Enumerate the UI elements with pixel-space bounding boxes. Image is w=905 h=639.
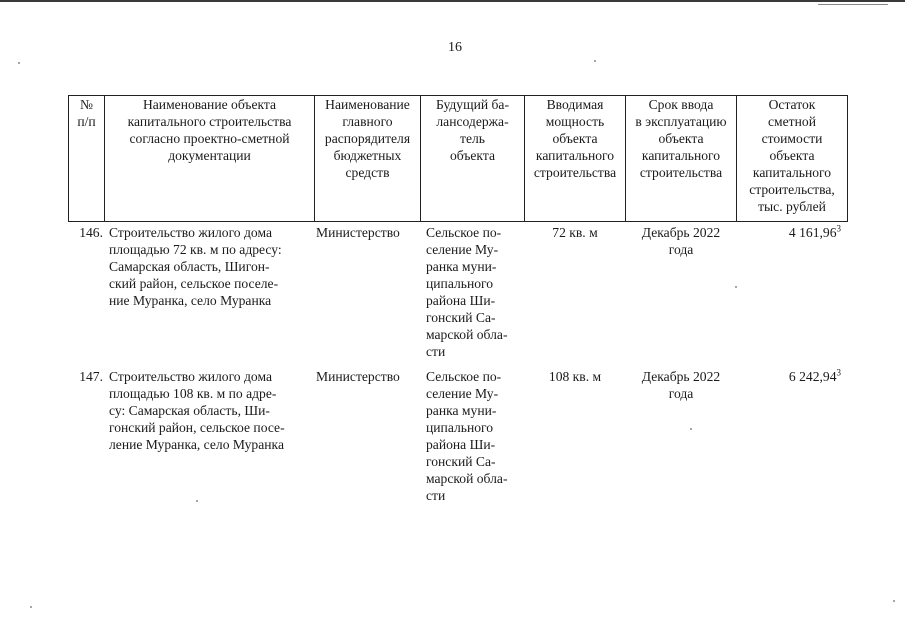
footnote-mark: 3 — [836, 223, 841, 234]
page-number: 16 — [448, 40, 462, 55]
distributor: Министерство — [316, 225, 400, 240]
commissioning-deadline: Декабрь 2022 года — [641, 369, 721, 401]
commissioning-deadline: Декабрь 2022 года — [641, 225, 721, 257]
scan-speck — [18, 62, 20, 64]
footnote-mark: 3 — [836, 367, 841, 378]
table-header-bottom-border — [68, 221, 848, 222]
header-object-name: Наименование объекта капитального строительства согласно проектно-сметной документации — [127, 97, 292, 163]
capacity: 108 кв. м — [548, 369, 602, 384]
remaining-cost — [737, 368, 841, 385]
header-capacity: Вводимая мощность объекта капитального строительства — [533, 97, 617, 180]
future-holder: Сельское по- селение Му- ранка муни- ципального района Ши- гонский Са- марской обла- сти — [426, 369, 508, 503]
scan-speck — [735, 286, 737, 288]
header-future-holder: Будущий ба- лансодержа- тель объекта — [435, 97, 509, 163]
remaining-cost-value: 6 242,94 — [788, 369, 837, 384]
scan-speck — [690, 428, 692, 430]
row-number: 146. — [79, 225, 103, 240]
object-name: Строительство жилого дома площадью 72 кв. м по адресу: Самарская область, Шигон- ский район, сельское поселе- ние Муранка, село Муранка — [109, 225, 282, 308]
scan-speck — [818, 4, 888, 5]
scan-speck — [893, 600, 895, 602]
row-number: 147. — [79, 369, 103, 384]
remaining-cost-value: 4 161,96 — [788, 225, 837, 240]
scan-speck — [594, 60, 596, 62]
future-holder: Сельское по- селение Му- ранка муни- ципального района Ши- гонский Са- марской обла- сти — [426, 225, 508, 359]
header-remaining-cost: Остаток сметной стоимости объекта капитального строительства, тыс. рублей — [749, 97, 835, 214]
remaining-cost — [737, 224, 841, 241]
scan-top-border — [0, 0, 905, 2]
capacity: 72 кв. м — [552, 225, 598, 240]
header-deadline: Срок ввода в эксплуатацию объекта капитального строительства — [635, 97, 727, 180]
header-number: № п/п — [77, 97, 96, 129]
object-name: Строительство жилого дома площадью 108 кв. м по адре- су: Самарская область, Ши- гонский район, сельское посе- ление Муранка, село Муранка — [109, 369, 285, 452]
scan-speck — [30, 606, 32, 608]
scan-speck — [196, 500, 198, 502]
header-distributor: Наименование главного распорядителя бюджетных средств — [324, 97, 411, 180]
distributor: Министерство — [316, 369, 400, 384]
column-divider — [847, 95, 848, 221]
